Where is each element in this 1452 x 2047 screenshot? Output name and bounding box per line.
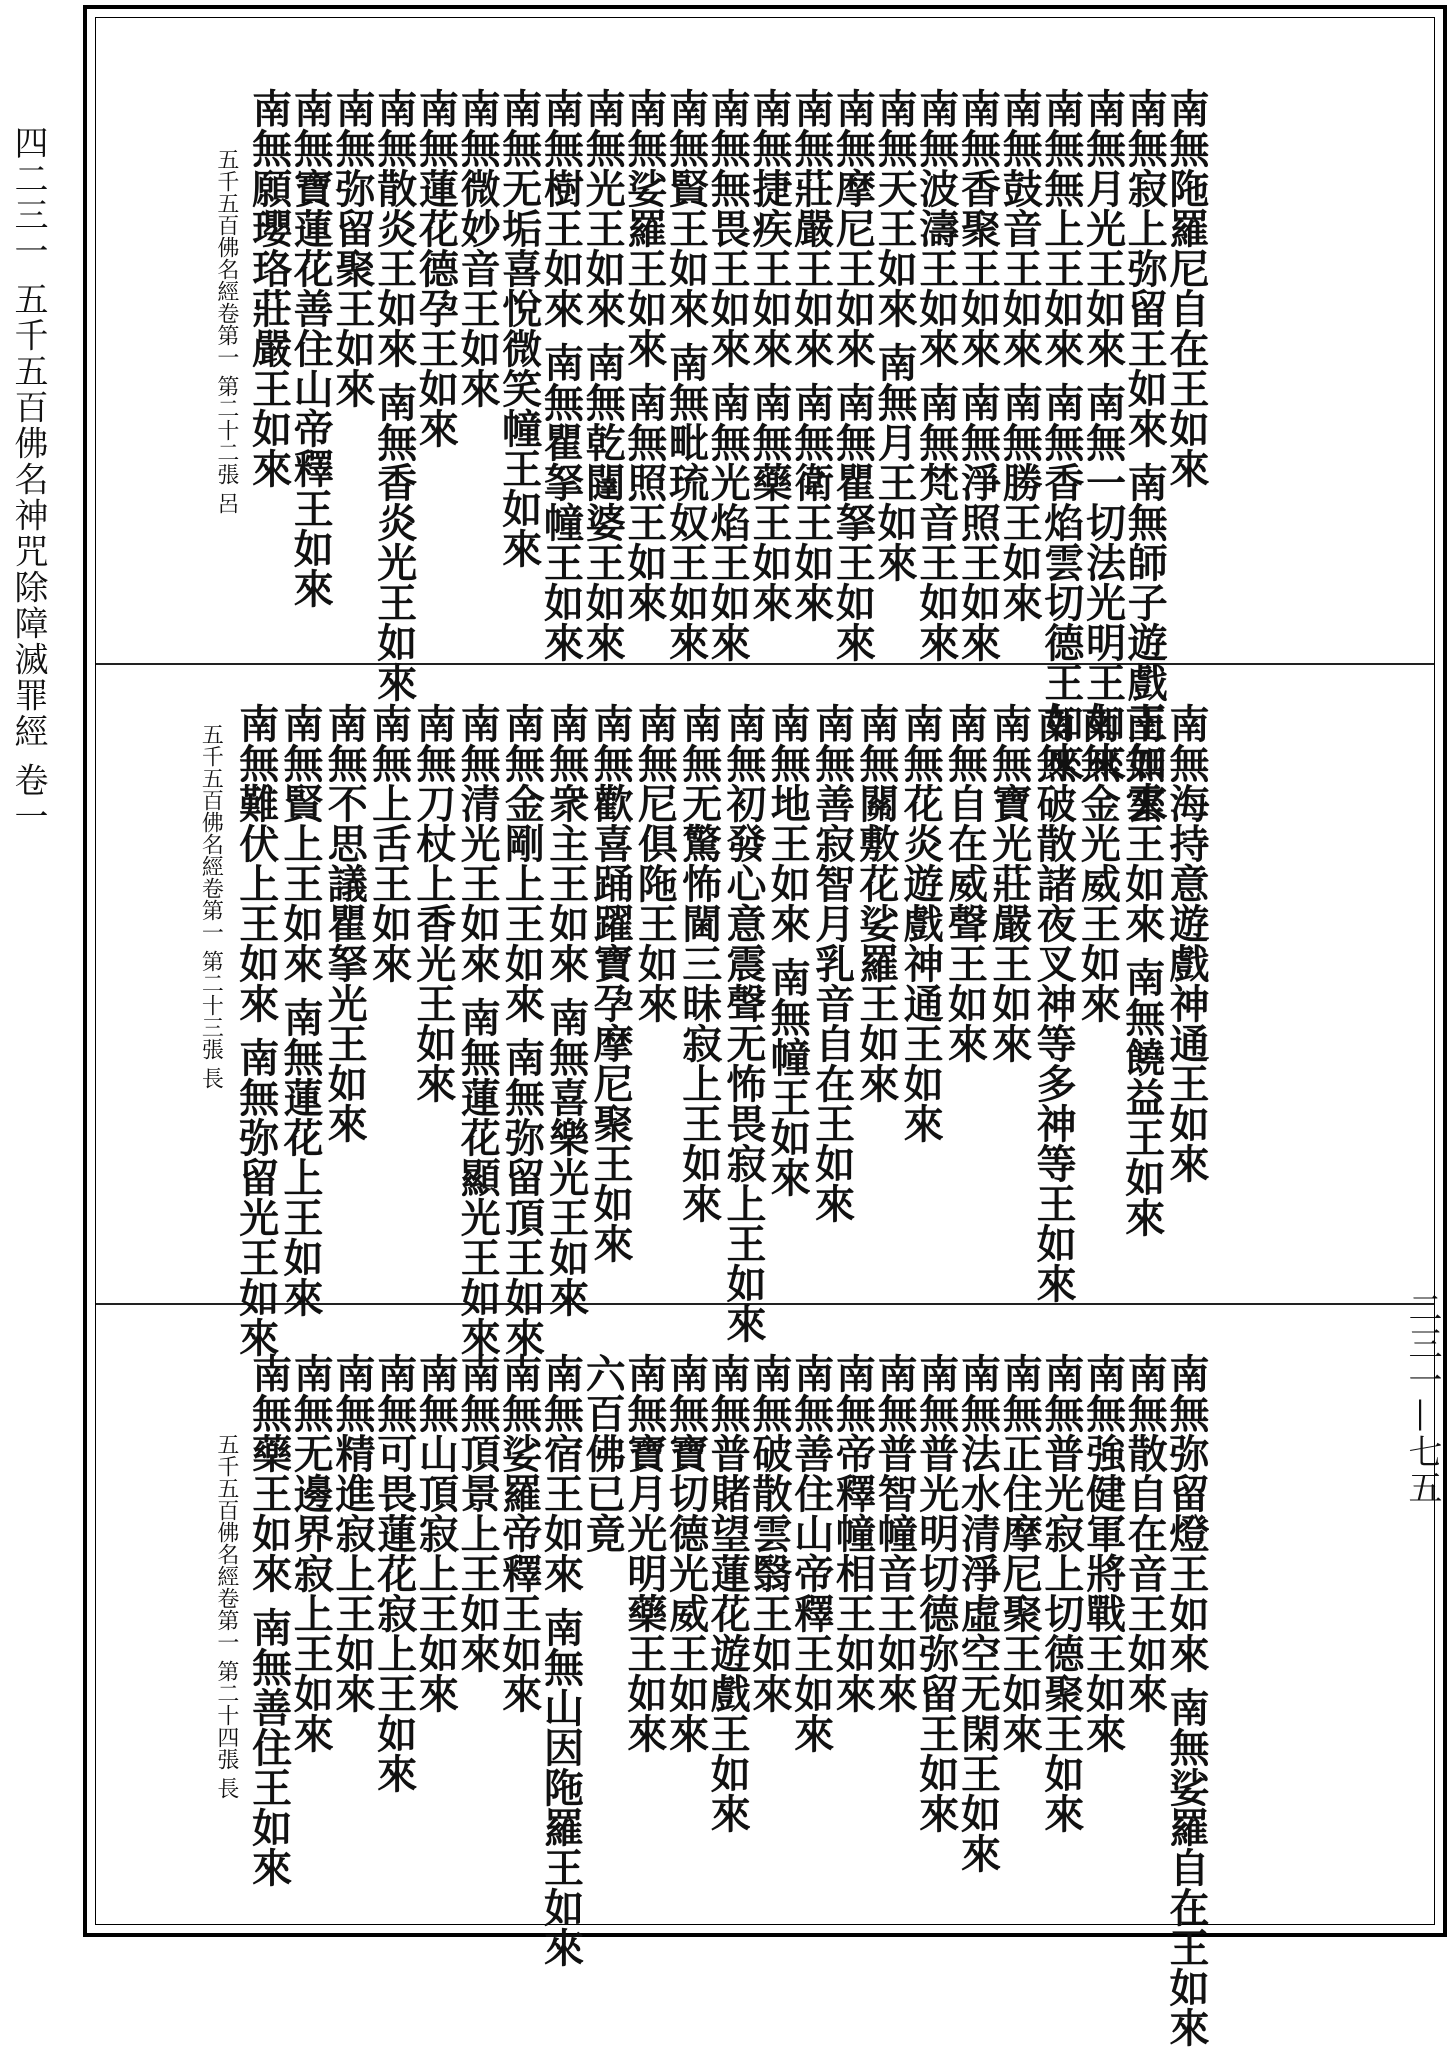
text-column: 南無破散雲翳王如來 xyxy=(746,1353,793,1713)
text-column: 南無自在威聲王如來 xyxy=(941,703,989,1063)
text-column: 南無不思議瞿拏光王如來 xyxy=(321,703,369,1143)
text-column: 南無金剛上王如來 南無弥留頂王如來 xyxy=(498,703,546,1357)
text-column: 南無无邊界寂上王如來 xyxy=(287,1353,335,1753)
page-frame-inner xyxy=(95,17,1435,2047)
text-column: 南無散自在音王如來 xyxy=(1121,1353,1169,1713)
text-column: 南無賢上王如來 南無蓮花上王如來 xyxy=(277,703,324,1317)
text-column: 南無頂景上王如來 xyxy=(454,1353,502,1673)
text-column: 南無願瓔珞莊嚴王如來 xyxy=(245,88,293,488)
text-column: 南無寶月光明藥王如來 xyxy=(620,1353,668,1753)
text-column: 南無山頂寂上王如來 xyxy=(412,1353,460,1713)
text-column: 南無普智幢音王如來 xyxy=(871,1353,919,1713)
text-column: 南無賢王如來 南無毗琉奴王如來 xyxy=(662,88,710,662)
text-column: 南無衆主王如來 南無喜樂光王如來 xyxy=(542,703,590,1317)
text-column: 南無香聚王如來 南無淨照王如來 xyxy=(954,88,1002,662)
text-column: 南無宿王如來 南無山因陁羅王如來 xyxy=(537,1353,585,1967)
text-column: 南無莊嚴王如來 南無衛王如來 xyxy=(787,88,835,622)
text-column: 南無光王如來 南無乾闥婆王如來 xyxy=(579,88,627,662)
text-column: 南無弥留燈王如來 南無娑羅自在王如來 xyxy=(1163,1353,1210,2047)
panel-footer: 五千五百佛名經卷第一 第二十三張 長 xyxy=(198,723,224,1089)
text-column: 南無無畏王如來 南無光焰王如來 xyxy=(704,88,752,662)
text-column: 南無難伏上王如來 南無弥留光王如來 xyxy=(232,703,280,1357)
panel-footer: 五千五百佛名經卷第一 第二十四張 長 xyxy=(213,1433,239,1799)
text-column: 南無關敷花娑羅王如來 xyxy=(852,703,900,1103)
panel-2 xyxy=(96,663,1434,1357)
text-column: 南無娑羅王如來 南無照王如來 xyxy=(620,88,668,622)
text-column: 南無天王如來 南無月王如來 xyxy=(871,88,919,582)
text-column: 南無普光明切德弥留王如來 xyxy=(912,1353,960,1833)
text-column: 南無寶蓮花善住山帝釋王如來 xyxy=(287,88,335,608)
text-column: 南無蓮花德孕王如來 xyxy=(412,88,460,448)
text-column: 南無金光威王如來 xyxy=(1074,703,1122,1023)
text-column: 南無刀杖上香光王如來 xyxy=(409,703,457,1103)
text-column: 南無寶光莊嚴王如來 xyxy=(985,703,1033,1063)
margin-title: 四二三一 五千五百佛名神咒除障滅罪經 卷一 xyxy=(8,125,48,835)
text-column: 六百佛已竟 xyxy=(579,1353,627,1553)
text-column: 南無尼俱陁王如來 xyxy=(631,703,679,1023)
text-column: 南無娑羅帝釋王如來 xyxy=(495,1353,543,1713)
text-column: 南無普光寂上切德聚王如來 xyxy=(1037,1353,1085,1833)
text-column: 南無普賭望蓮花遊戲王如來 xyxy=(704,1353,752,1833)
text-column: 南無弥留聚王如來 xyxy=(329,88,376,408)
text-column: 南無无驚怖閫三昧寂上王如來 xyxy=(675,703,723,1223)
text-column: 南無善住山帝釋王如來 xyxy=(787,1353,835,1753)
text-column: 南無捷疾王如來 南無藥王如來 xyxy=(746,88,793,622)
text-column: 南無散炎王如來 南無香炎光王如來 xyxy=(370,88,418,702)
text-column: 南無可畏蓮花寂上王如來 xyxy=(370,1353,418,1793)
text-column: 南無微妙音王如來 xyxy=(454,88,502,408)
text-column: 南無无垢喜悅微笑幢王如來 xyxy=(495,88,543,568)
text-column: 南無月光王如來 南無一切法光明王如來 xyxy=(1079,88,1127,782)
text-column: 南無地王如來 南無幢王如來 xyxy=(764,703,812,1197)
text-column: 南無清光王如來 南無蓮花顯光王如來 xyxy=(454,703,502,1357)
text-column: 南無破散諸夜叉神等多神等王如來 xyxy=(1030,703,1078,1303)
page-frame xyxy=(83,5,1447,2047)
text-column: 南無歡喜踊躍寶孕摩尼聚王如來 xyxy=(587,703,635,1263)
panel-footer: 五千五百佛名經卷第一 第二十二張 呂 xyxy=(213,148,239,514)
text-column: 南無善寂智月乳音自在王如來 xyxy=(808,703,856,1223)
margin-page-number: 二三一—七五 xyxy=(1402,1290,1442,1506)
text-column: 南無無上王如來 南無香焰雲切德王如來 xyxy=(1037,88,1085,782)
text-column: 南無雲王如來 南無饒益王如來 xyxy=(1118,703,1166,1237)
panel-3 xyxy=(96,1303,1434,2047)
text-column: 南無樹王如來 南無瞿拏幢王如來 xyxy=(537,88,585,662)
panel-1 xyxy=(96,18,1434,822)
text-column: 南無藥王如來 南無善住王如來 xyxy=(245,1353,293,1887)
text-column: 南無法水清淨虛空无閑王如來 xyxy=(954,1353,1002,1873)
text-column: 南無花炎遊戲神通王如來 xyxy=(897,703,945,1143)
text-column: 南無帝釋幢相王如來 xyxy=(829,1353,877,1713)
text-column: 南無摩尼王如來 南無瞿拏王如來 xyxy=(829,88,877,662)
text-column: 南無寶切德光威王如來 xyxy=(662,1353,710,1753)
text-column: 南無海持意遊戲神通王如來 xyxy=(1163,703,1210,1183)
text-column: 南無精進寂上王如來 xyxy=(329,1353,376,1713)
text-column: 南無強健軍將戰王如來 xyxy=(1079,1353,1127,1753)
text-column: 南無寂上弥留王如來 南無師子遊戲王如來 xyxy=(1121,88,1169,822)
text-column: 南無上舌王如來 xyxy=(365,703,413,983)
text-column: 南無波濤王如來 南無梵音王如來 xyxy=(912,88,960,662)
text-column: 南無初發心意震聲无怖畏寂上王如來 xyxy=(720,703,767,1343)
text-column: 南無鼓音王如來 南無勝王如來 xyxy=(996,88,1044,622)
text-column: 南無陁羅尼自在王如來 xyxy=(1163,88,1210,488)
text-column: 南無正住摩尼聚王如來 xyxy=(996,1353,1044,1753)
